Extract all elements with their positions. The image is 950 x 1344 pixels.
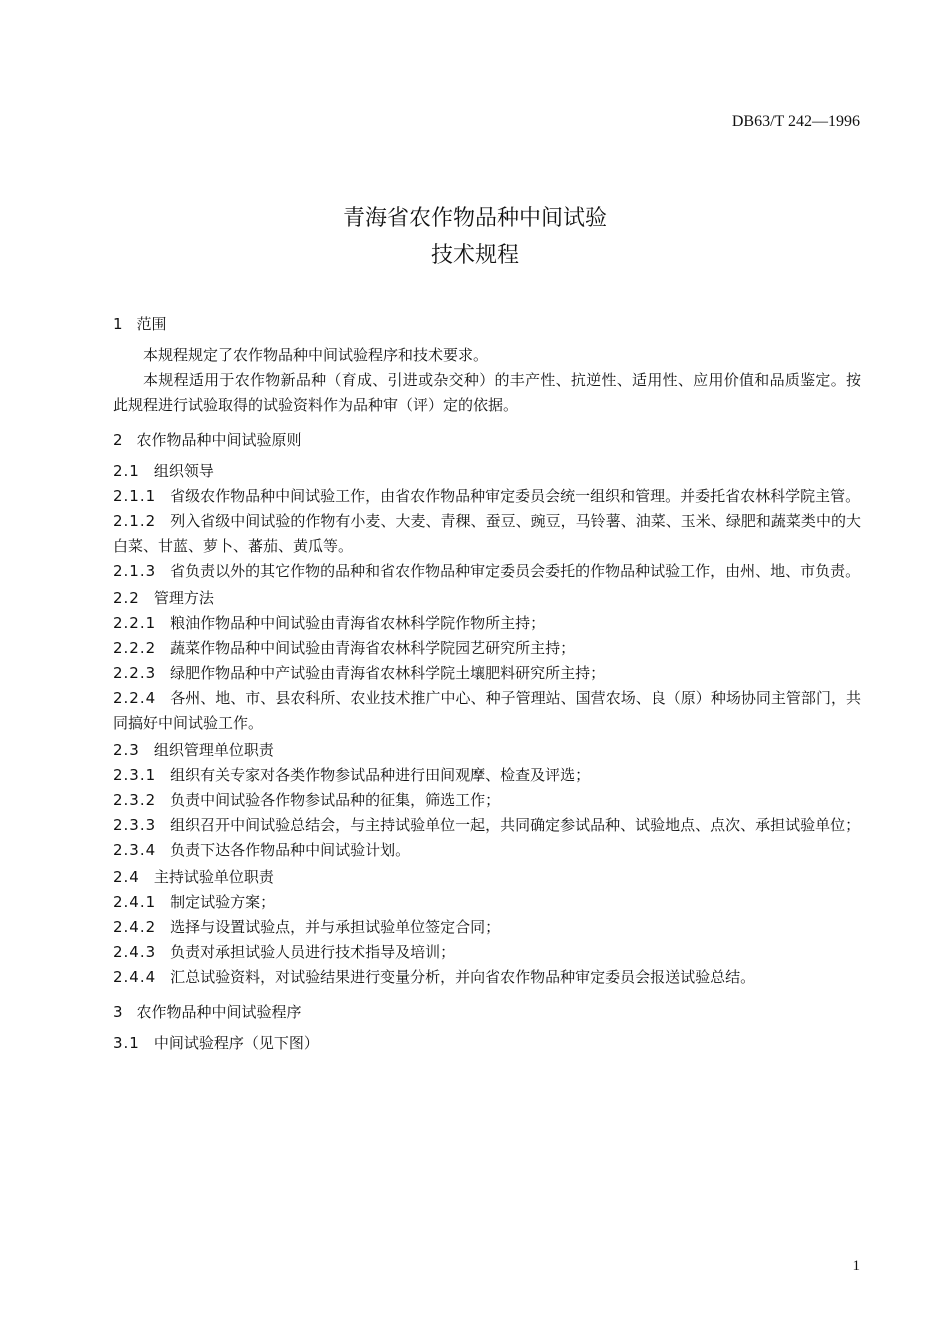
clause-number: 2.3.4: [113, 841, 157, 859]
clause-item: [113, 661, 861, 686]
clause-text: 选择与设置试验点，并与承担试验单位签定合同；: [170, 918, 501, 936]
subsection-heading: [113, 865, 861, 890]
clause-text: 管理方法: [153, 589, 214, 607]
section-heading: [113, 1000, 861, 1025]
clause-text: 范围: [136, 315, 167, 333]
clause-number: 1: [113, 315, 123, 333]
subsection-heading: [113, 1031, 861, 1056]
clause-item: [113, 636, 861, 661]
clause-item: [113, 915, 861, 940]
clause-number: 3.1: [113, 1034, 140, 1052]
clause-text: 省级农作物品种中间试验工作，由省农作物品种审定委员会统一组织和管理。并委托省农林科学院主管。: [170, 487, 861, 505]
clause-text: 负责中间试验各作物参试品种的征集，筛选工作；: [170, 791, 501, 809]
document-body: [113, 312, 861, 1056]
section-heading: [113, 428, 861, 453]
clause-text: 组织召开中间试验总结会，与主持试验单位一起，共同确定参试品种、试验地点、点次、承担试验单位；: [170, 816, 861, 834]
clause-number: 2.3.3: [113, 816, 157, 834]
clause-text: 制定试验方案；: [170, 893, 276, 911]
clause-item: [113, 559, 861, 584]
page-number: 1: [852, 1258, 860, 1274]
clause-item: [113, 509, 861, 559]
clause-number: 2.2: [113, 589, 140, 607]
section-heading: [113, 312, 861, 337]
clause-item: [113, 686, 861, 736]
clause-number: 2.3: [113, 741, 140, 759]
subsection-heading: [113, 586, 861, 611]
clause-number: 2.3.1: [113, 766, 157, 784]
clause-item: [113, 965, 861, 990]
clause-text: 列入省级中间试验的作物有小麦、大麦、青稞、蚕豆、豌豆，马铃薯、油菜、玉米、绿肥和蔬菜类中的大白菜、甘蓝、萝卜、蕃茄、黄瓜等。: [113, 512, 861, 555]
paragraph: 本规程适用于农作物新品种（育成、引进或杂交种）的丰产性、抗逆性、适用性、应用价值和品质鉴定。按此规程进行试验取得的试验资料作为品种审（评）定的依据。: [113, 371, 861, 414]
clause-number: 2.4.4: [113, 968, 157, 986]
clause-number: 2.1.1: [113, 487, 157, 505]
document-title: 青海省农作物品种中间试验: [342, 206, 607, 231]
clause-text: 农作物品种中间试验原则: [136, 431, 302, 449]
clause-item: [113, 940, 861, 965]
clause-text: 蔬菜作物品种中间试验由青海省农林科学院园艺研究所主持；: [170, 639, 576, 657]
clause-text: 汇总试验资料，对试验结果进行变量分析，并向省农作物品种审定委员会报送试验总结。: [170, 968, 756, 986]
clause-number: 2.2.1: [113, 614, 157, 632]
clause-item: [113, 890, 861, 915]
clause-number: 2.3.2: [113, 791, 157, 809]
standard-code: DB63/T 242—1996: [731, 113, 860, 130]
clause-text: 省负责以外的其它作物的品种和省农作物品种审定委员会委托的作物品种试验工作，由州、地、市负责。: [170, 562, 861, 580]
clause-text: 主持试验单位职责: [153, 868, 274, 886]
clause-text: 组织管理单位职责: [153, 741, 274, 759]
clause-number: 3: [113, 1003, 123, 1021]
clause-text: 中间试验程序（见下图）: [153, 1034, 319, 1052]
clause-text: 负责对承担试验人员进行技术指导及培训；: [170, 943, 456, 961]
clause-number: 2.2.4: [113, 689, 157, 707]
clause-text: 负责下达各作物品种中间试验计划。: [170, 841, 411, 859]
document-subtitle: 技术规程: [430, 243, 519, 268]
paragraph: 本规程规定了农作物品种中间试验程序和技术要求。: [143, 346, 489, 364]
clause-text: 组织有关专家对各类作物参试品种进行田间观摩、检查及评选；: [170, 766, 591, 784]
subsection-heading: [113, 459, 861, 484]
clause-number: 2.4: [113, 868, 140, 886]
clause-item: [113, 763, 861, 788]
clause-item: [113, 788, 861, 813]
clause-number: 2.1: [113, 462, 140, 480]
clause-number: 2.2.2: [113, 639, 157, 657]
clause-number: 2: [113, 431, 123, 449]
subsection-heading: [113, 738, 861, 763]
clause-text: 绿肥作物品种中产试验由青海省农林科学院土壤肥料研究所主持；: [170, 664, 606, 682]
clause-number: 2.4.3: [113, 943, 157, 961]
clause-number: 2.4.2: [113, 918, 157, 936]
clause-text: 农作物品种中间试验程序: [136, 1003, 302, 1021]
clause-item: [113, 484, 861, 509]
clause-number: 2.2.3: [113, 664, 157, 682]
clause-text: 各州、地、市、县农科所、农业技术推广中心、种子管理站、国营农场、良（原）种场协同主管部门，共同搞好中间试验工作。: [113, 689, 861, 732]
clause-number: 2.1.2: [113, 512, 157, 530]
clause-item: [113, 611, 861, 636]
clause-number: 2.1.3: [113, 562, 157, 580]
clause-number: 2.4.1: [113, 893, 157, 911]
clause-text: 组织领导: [153, 462, 214, 480]
clause-item: [113, 813, 861, 838]
clause-text: 粮油作物品种中间试验由青海省农林科学院作物所主持；: [170, 614, 546, 632]
clause-item: [113, 838, 861, 863]
